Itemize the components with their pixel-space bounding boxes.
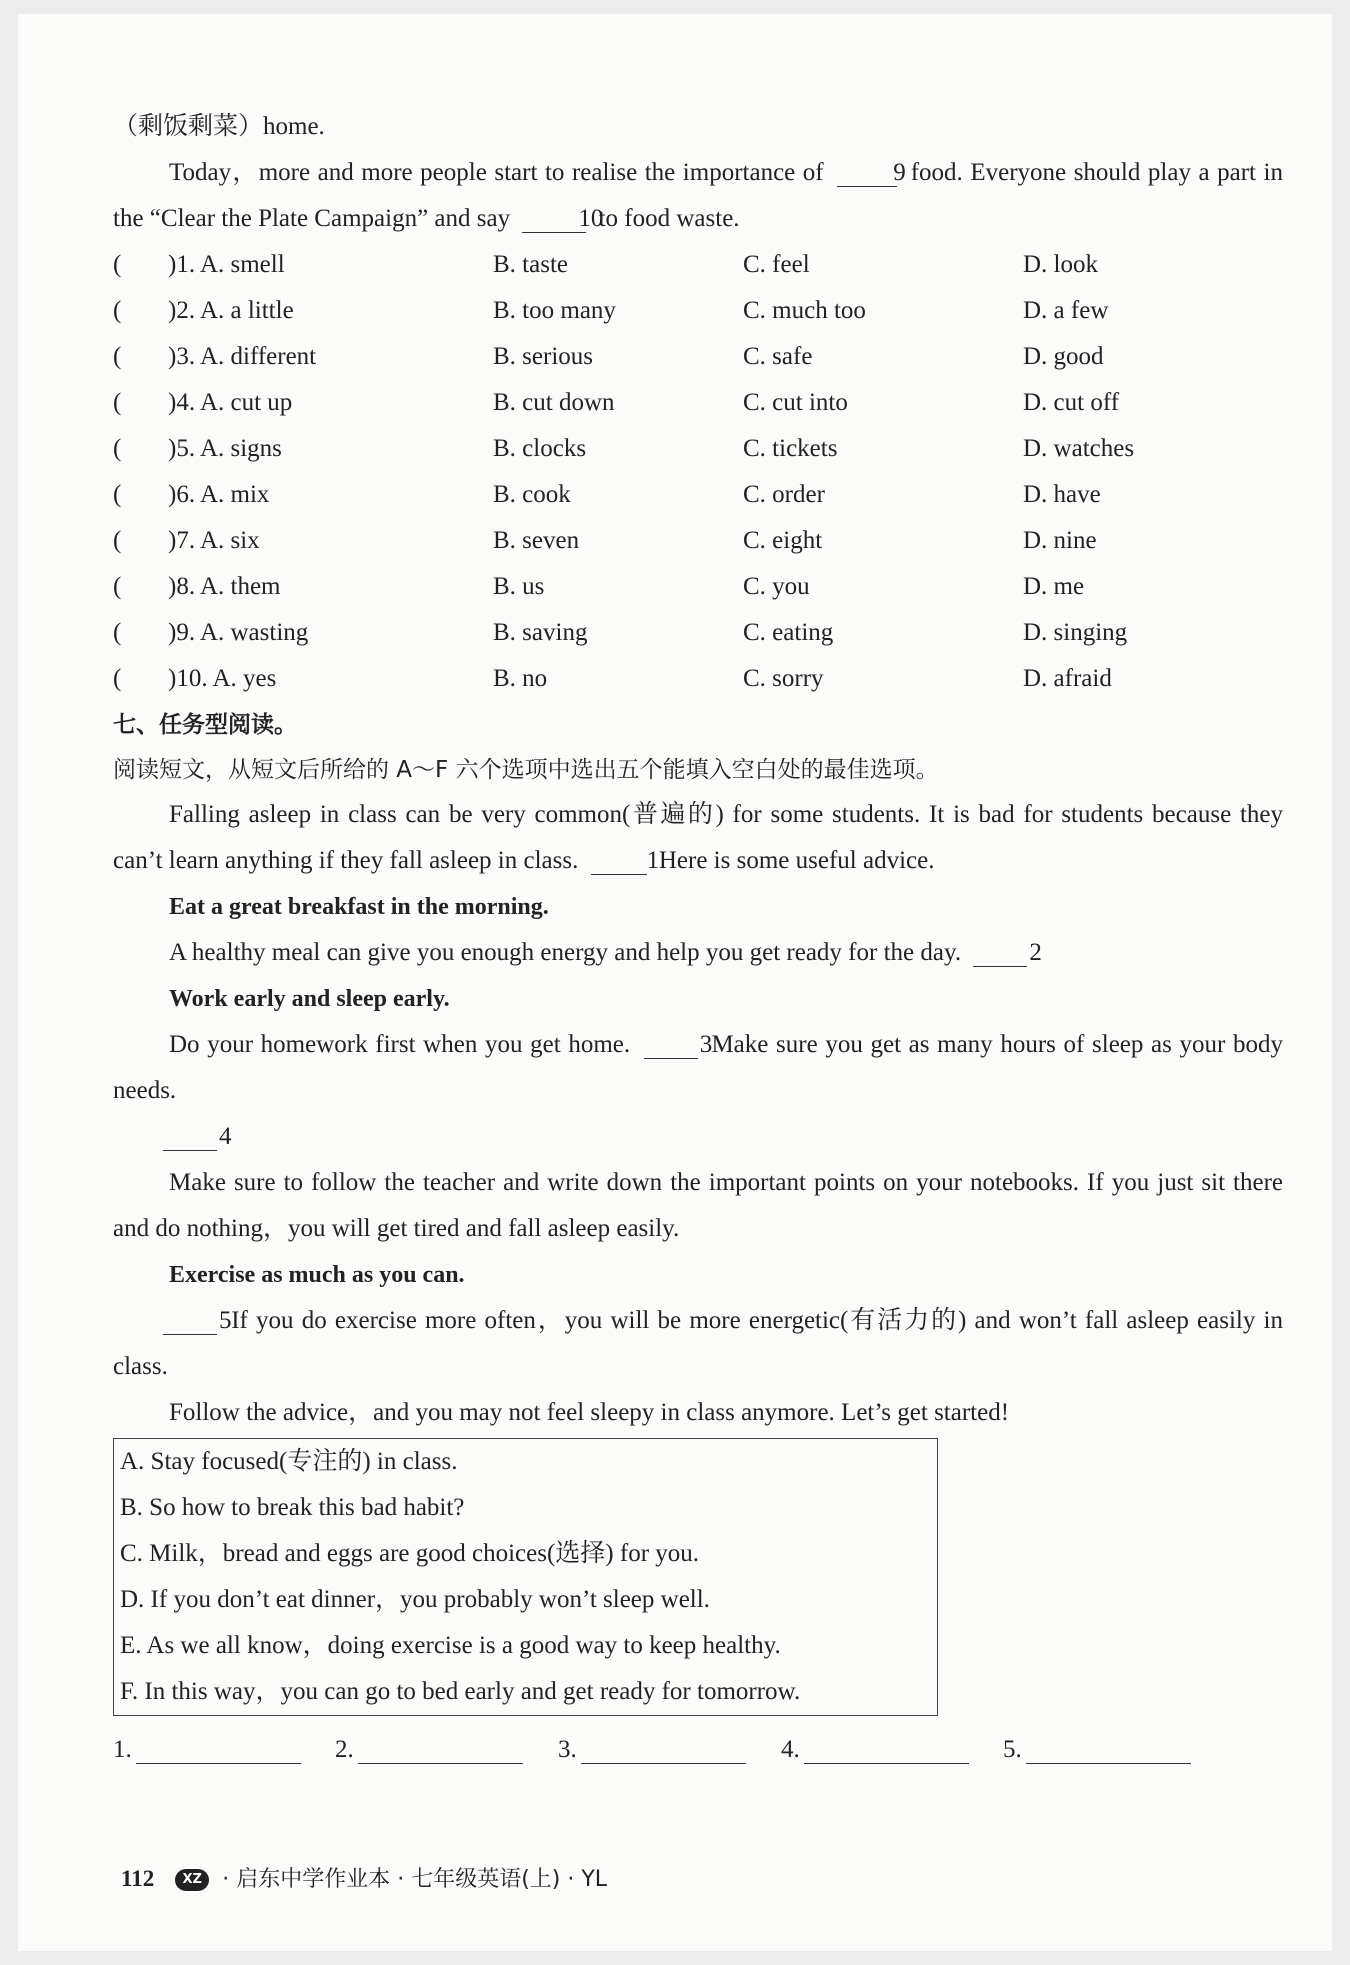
answer-slot[interactable]: 5. (1003, 1736, 1191, 1764)
paragraph-3: Do your homework first when you get home. 3 Make sure you get as many hours of sleep as your body needs. (113, 1031, 1283, 1104)
blank-3: 3 (644, 1032, 698, 1059)
option-row: ( )2. A. a little B. too many C. much too D. a few (113, 297, 1109, 324)
page-sheet (18, 14, 1332, 1951)
page-footer (121, 1862, 607, 1893)
paragraph-1: Falling asleep in class can be very common(普遍的) for some students. It is bad for students because they can’t learn anything if they fall asleep in class. 1 Here is some useful advice. (113, 801, 1283, 874)
subheading-exercise: Exercise as much as you can. (169, 1262, 465, 1288)
answer-line[interactable] (1026, 1739, 1191, 1764)
blank-4: 4 (163, 1124, 217, 1151)
choices-box (113, 1438, 938, 1716)
page-content (113, 104, 1283, 1784)
option-row: ( )3. A. different B. serious C. safe D. good (113, 343, 1104, 370)
option-row: ( )5. A. signs B. clocks C. tickets D. watches (113, 435, 1135, 462)
option-row: ( )8. A. them B. us C. you D. me (113, 573, 1085, 600)
answer-line[interactable] (804, 1739, 969, 1764)
answer-slot[interactable]: 1. (113, 1736, 301, 1764)
paragraph-2: A healthy meal can give you enough energy and help you get ready for the day. 2 (169, 939, 1042, 966)
subheading-work-sleep: Work early and sleep early. (169, 986, 450, 1012)
publisher-logo-icon: XZ (175, 1869, 209, 1891)
page-number: 112 (121, 1866, 155, 1891)
section-7-title: 七、任务型阅读。 (113, 712, 297, 738)
option-row: ( )7. A. six B. seven C. eight D. nine (113, 527, 1097, 554)
answer-slot[interactable]: 4. (781, 1736, 969, 1764)
paragraph-4: Make sure to follow the teacher and write down the important points on your notebooks. If you just sit there and do nothing，you will get tired and fall asleep easily. (113, 1169, 1283, 1242)
intro-fragment: （剩饭剩菜）home. (113, 113, 325, 140)
blank-10: 10 (522, 206, 586, 233)
option-row: ( )9. A. wasting B. saving C. eating D. singing (113, 619, 1128, 646)
answer-line[interactable] (136, 1739, 301, 1764)
passage-end: Today，more and more people start to realise the importance of 9 food. Everyone should play a part in the “Clear the Plate Campaign” and say 10 to food waste. (113, 159, 1283, 232)
option-row: ( )6. A. mix B. cook C. order D. have (113, 481, 1101, 508)
paragraph-5: 5 If you do exercise more often，you will be more energetic(有活力的) and won’t fall asleep easily in class. (113, 1307, 1283, 1380)
blank-5: 5 (163, 1308, 217, 1335)
choice-item: D. If you don’t eat dinner，you probably won’t sleep well. (120, 1586, 710, 1613)
answer-slot[interactable]: 3. (558, 1736, 746, 1764)
choice-item: C. Milk，bread and eggs are good choices(选择) for you. (120, 1540, 700, 1567)
blank-1: 1 (591, 848, 647, 875)
answer-slot[interactable]: 2. (335, 1736, 523, 1764)
choice-item: F. In this way，you can go to bed early and get ready for tomorrow. (120, 1678, 801, 1705)
blank-2: 2 (973, 940, 1027, 967)
blank-4-line (113, 1114, 1283, 1160)
option-row: ( )4. A. cut up B. cut down C. cut into D. cut off (113, 389, 1120, 416)
subheading-breakfast: Eat a great breakfast in the morning. (169, 894, 549, 920)
answer-blanks (113, 1724, 1283, 1784)
choice-item: B. So how to break this bad habit? (120, 1494, 465, 1521)
option-row: ( )1. A. smell B. taste C. feel D. look (113, 251, 1098, 278)
paragraph-6: Follow the advice，and you may not feel sleepy in class anymore. Let’s get started! (169, 1399, 1010, 1426)
section-7-instruction: 阅读短文，从短文后所给的 A～F 六个选项中选出五个能填入空白处的最佳选项。 (113, 757, 939, 783)
choice-item: E. As we all know，doing exercise is a good way to keep healthy. (120, 1632, 781, 1659)
answer-line[interactable] (358, 1739, 523, 1764)
book-title: · 启东中学作业本 · 七年级英语(上) · YL (222, 1867, 608, 1892)
answer-line[interactable] (581, 1739, 746, 1764)
option-row: ( )10. A. yes B. no C. sorry D. afraid (113, 665, 1112, 692)
cloze-options-list (113, 242, 1283, 702)
choice-item: A. Stay focused(专注的) in class. (120, 1448, 458, 1475)
blank-9: 9 (837, 160, 897, 187)
